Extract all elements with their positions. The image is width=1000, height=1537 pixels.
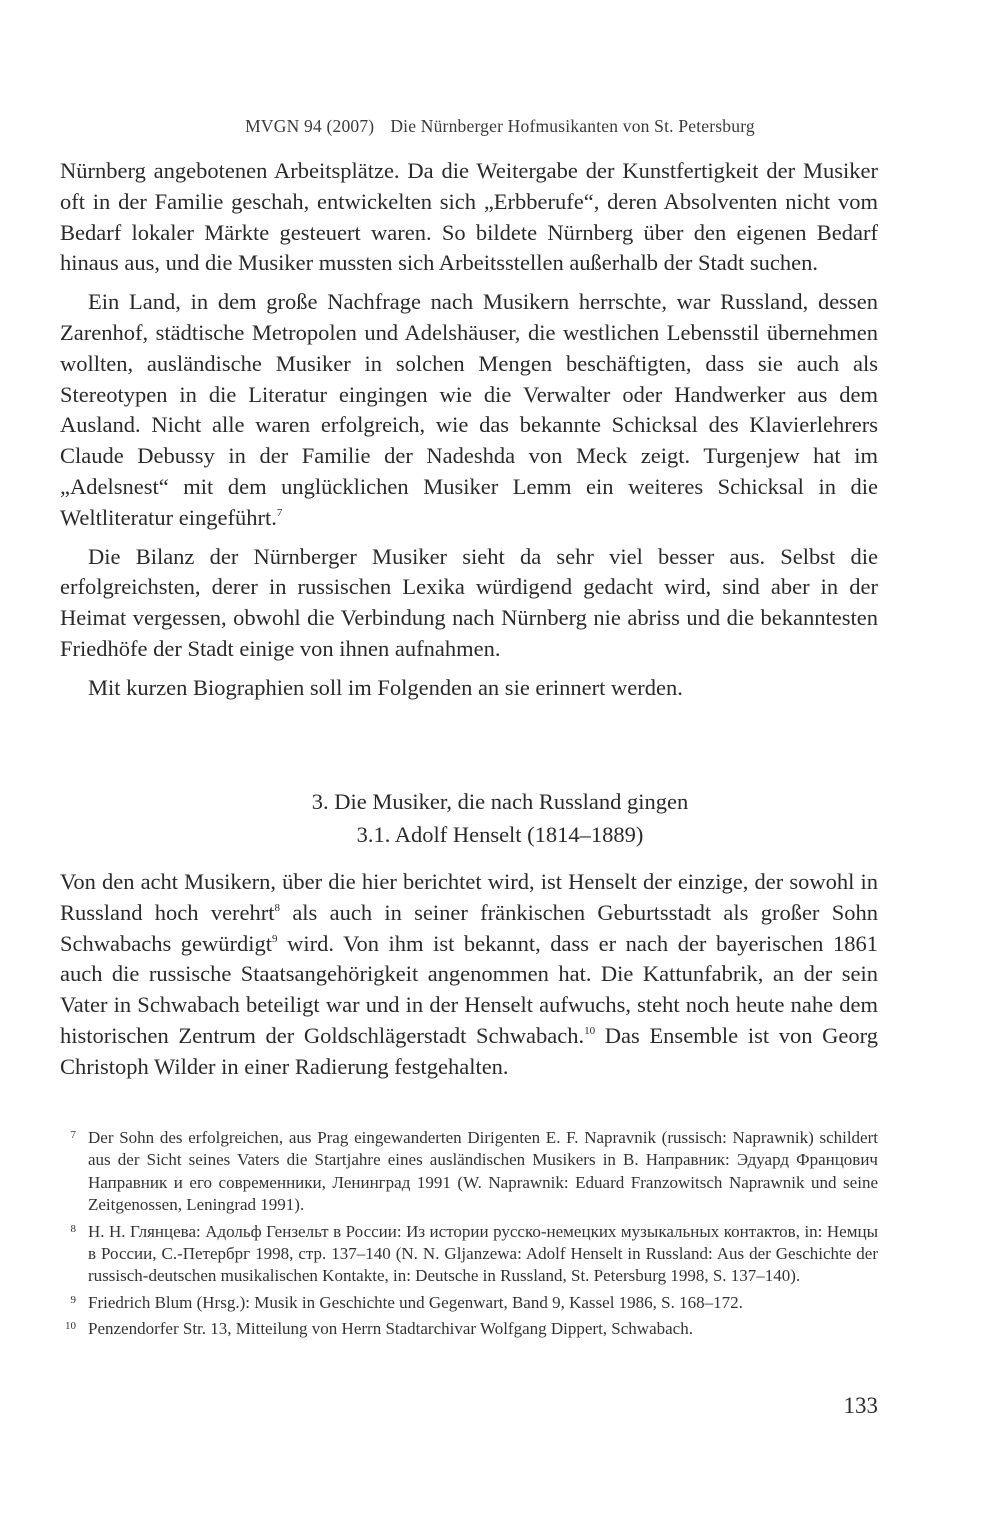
page-number: 133 <box>843 1393 878 1418</box>
subsection-heading: 3.1. Adolf Henselt (1814–1889) <box>356 822 644 847</box>
running-title: Die Nürnberger Hofmusikanten von St. Petersburg <box>390 116 755 136</box>
footnote-text: Der Sohn des erfolgreichen, aus Prag eingewanderten Dirigenten E. F. Napravnik (russisch: Naprawnik) schildert aus der Sicht seines Vaters die Startjahre eines ausländischen Musikers in В. Направник: Эдуард Францович Направник и его современники, Ленинград 1991 (W. Naprawnik: Eduard Franzowitsch Naprawnik und seine Zeitgenossen, Leningrad 1991). <box>88 1128 878 1215</box>
footnote-text: Friedrich Blum (Hrsg.): Musik in Geschichte und Gegenwart, Band 9, Kassel 1986, S. 168–172. <box>88 1292 743 1312</box>
section-heading: 3. Die Musiker, die nach Russland gingen <box>311 789 689 814</box>
henselt-text-4: Das Ensemble ist von Georg Christoph Wilder in einer Radierung festgehalten. <box>60 1022 878 1079</box>
running-header <box>0 116 1000 137</box>
footnotes <box>60 1127 878 1345</box>
henselt-text-3: wird. Von ihm ist bekannt, dass er nach der bayerischen 1861 auch die russische Staatsangehörigkeit angenommen hat. Die Kattunfabrik, an der sein Vater in Schwabach beteiligt war und in der Henselt aufwuchs, steht noch heute nahe dem historischen Zentrum der Goldschlägerstadt Schwabach. <box>60 930 878 1048</box>
journal-reference: MVGN 94 (2007) <box>245 116 375 136</box>
footnote-number: 10 <box>65 1320 76 1333</box>
body-text-top <box>60 156 878 704</box>
paragraph-2 <box>60 287 878 533</box>
footnote-text: Н. Н. Глянцева: Адольф Гензельт в России: Из истории русско-немецких музыкальных контактов, in: Немцы в России, С.-Петербрг 1998, стр. 137–140 (N. N. Gljanzewa: Adolf Henselt in Russland: Aus der Geschichte der russisch-deutschen musikalischen Kontakte, in: Deutsche in Russland, St. Petersburg 1998, S. 137–140). <box>88 1221 878 1286</box>
body-text-henselt <box>60 867 878 1083</box>
footnote-number: 9 <box>70 1293 76 1306</box>
henselt-text-2: als auch in seiner fränkischen Geburtsstadt als großer Sohn Schwabachs gewürdigt <box>60 899 878 956</box>
footnote-7 <box>60 1127 878 1217</box>
footnote-ref-8[interactable]: 8 <box>274 901 281 914</box>
footnote-ref-9[interactable]: 9 <box>272 932 278 945</box>
footnote-8 <box>60 1221 878 1288</box>
paragraph-henselt <box>60 867 878 1083</box>
footnote-text: Penzendorfer Str. 13, Mitteilung von Herrn Stadtarchivar Wolfgang Dippert, Schwabach. <box>88 1319 693 1339</box>
footnote-9 <box>60 1292 878 1314</box>
paragraph-4: Mit kurzen Biographien soll im Folgenden an sie erinnert werden. <box>88 674 683 700</box>
footnote-number: 7 <box>70 1129 76 1141</box>
paragraph-3: Die Bilanz der Nürnberger Musiker sieht da sehr viel besser aus. Selbst die erfolgreichsten, derer in russischen Lexika würdigend gedacht wird, sind aber in der Heimat vergessen, obwohl die Verbindung nach Nürnberg nie abriss und die bekanntesten Friedhöfe der Stadt einige von ihnen aufnahmen. <box>60 543 878 661</box>
footnote-number: 8 <box>70 1222 76 1235</box>
paragraph-2-text: Ein Land, in dem große Nachfrage nach Musikern herrschte, war Russland, dessen Zarenhof, städtische Metropolen und Adelshäuser, die westlichen Lebensstil übernehmen wollten, ausländische Musiker in solchen Mengen beschäftigten, dass sie auch als Stereotypen in die Literatur eingingen wie die Verwalter oder Handwerker aus dem Ausland. Nicht alle waren erfolgreich, wie das bekannte Schicksal des Klavierlehrers Claude Debussy in der Familie der Nadeshda von Meck zeigt. Turgenjew hat im „Adelsnest“ mit dem unglücklichen Musiker Lemm ein weiteres Schicksal in die Weltliteratur eingeführt. <box>60 289 878 530</box>
footnote-ref-10[interactable]: 10 <box>584 1024 596 1037</box>
henselt-text-1: Von den acht Musikern, über die hier berichtet wird, ist Henselt der einzige, der sowohl in Russland hoch verehrt <box>60 869 878 925</box>
footnote-10 <box>60 1318 878 1340</box>
footnote-ref-7[interactable]: 7 <box>276 506 283 519</box>
paragraph-1: Nürnberg angebotenen Arbeitsplätze. Da die Weitergabe der Kunstfertigkeit der Musiker oft in der Familie geschah, entwickelten sich „Erbberufe“, deren Absolventen nicht vom Bedarf lokaler Märkte gesteuert waren. So bildete Nürnberg über den eigenen Bedarf hinaus aus, und die Musiker mussten sich Arbeitsstellen außerhalb der Stadt suchen. <box>60 158 878 276</box>
